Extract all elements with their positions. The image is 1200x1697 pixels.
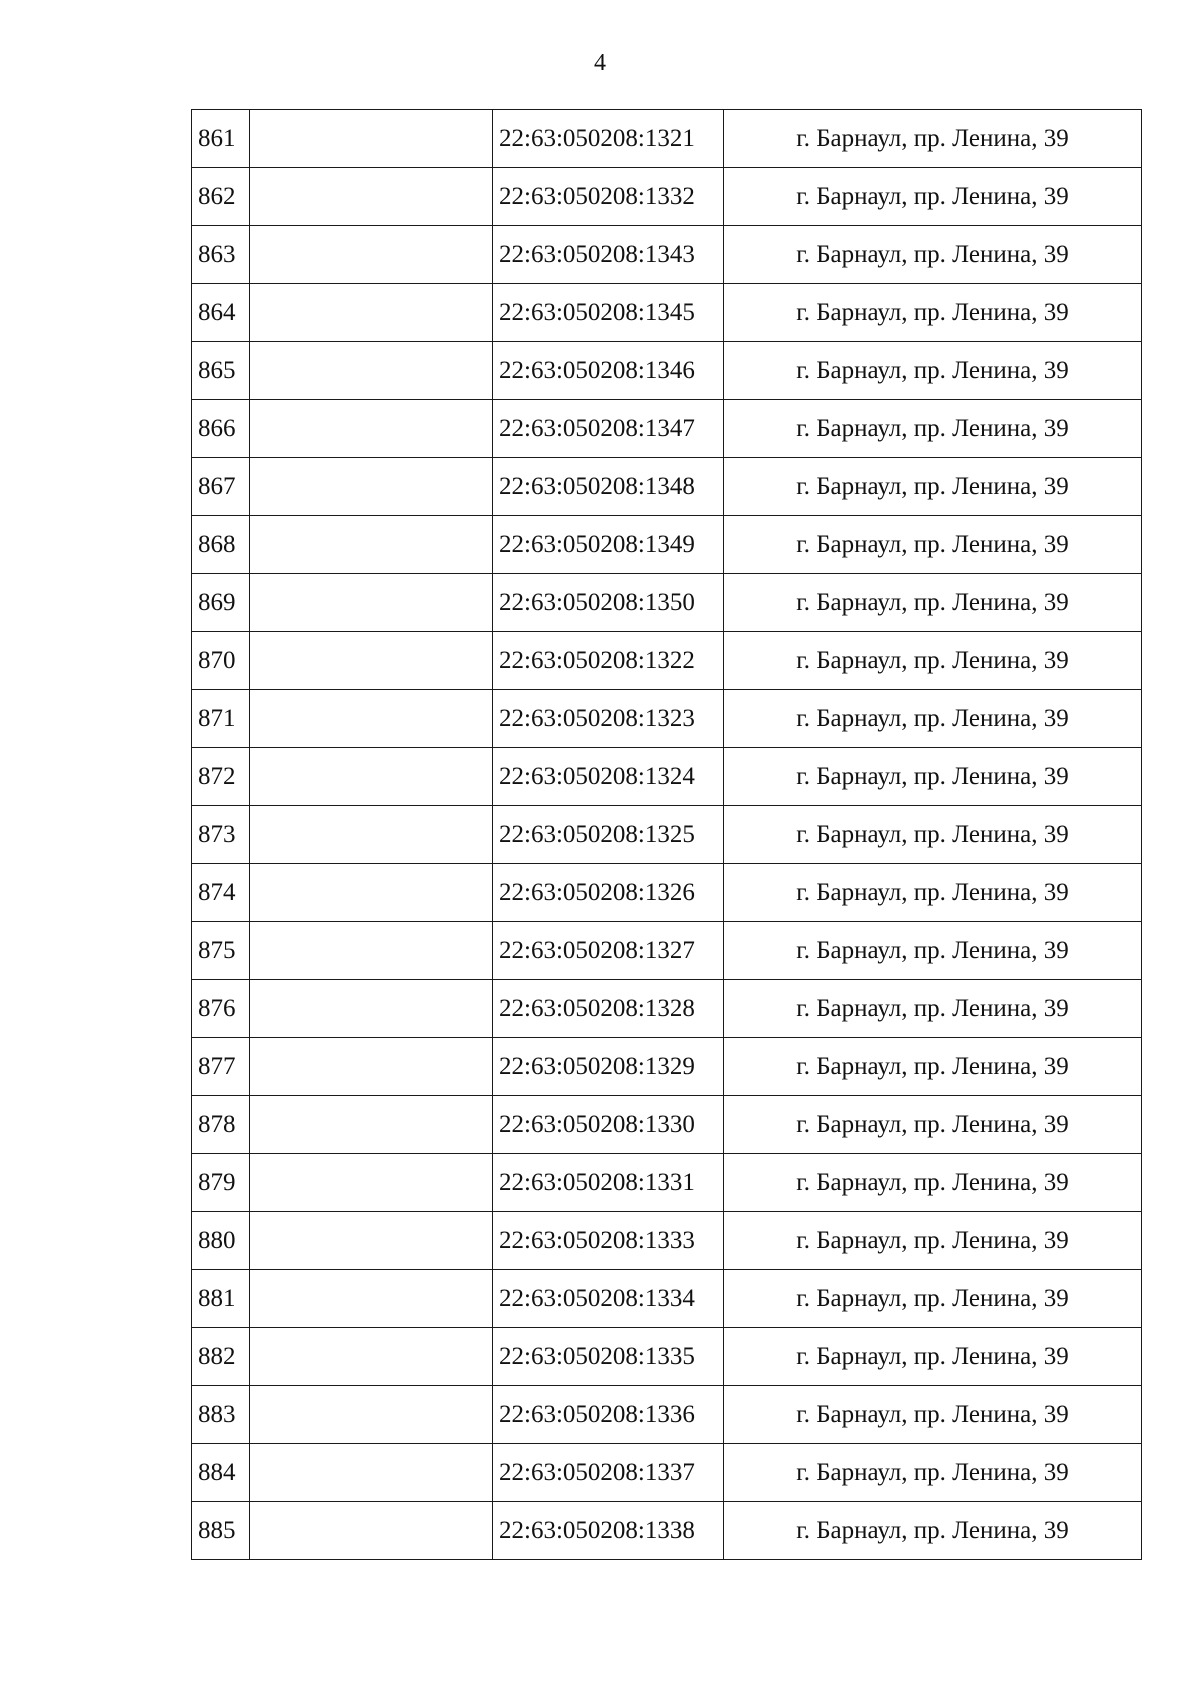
cadastral-number-cell: 22:63:050208:1346 — [493, 342, 724, 400]
object-name-cell — [250, 980, 493, 1038]
row-number-cell: 878 — [192, 1096, 250, 1154]
address-cell: г. Барнаул, пр. Ленина, 39 — [724, 864, 1142, 922]
registry-table-container — [191, 109, 1141, 1560]
object-name-cell — [250, 168, 493, 226]
address-cell: г. Барнаул, пр. Ленина, 39 — [724, 400, 1142, 458]
table-row — [192, 1328, 1142, 1386]
row-number-cell: 862 — [192, 168, 250, 226]
object-name-cell — [250, 1270, 493, 1328]
table-row — [192, 864, 1142, 922]
object-name-cell — [250, 458, 493, 516]
address-cell: г. Барнаул, пр. Ленина, 39 — [724, 1502, 1142, 1560]
cadastral-number-cell: 22:63:050208:1322 — [493, 632, 724, 690]
table-row — [192, 690, 1142, 748]
table-row — [192, 1154, 1142, 1212]
cadastral-number-cell: 22:63:050208:1349 — [493, 516, 724, 574]
cadastral-number-cell: 22:63:050208:1326 — [493, 864, 724, 922]
address-cell: г. Барнаул, пр. Ленина, 39 — [724, 1386, 1142, 1444]
address-cell: г. Барнаул, пр. Ленина, 39 — [724, 748, 1142, 806]
row-number-cell: 868 — [192, 516, 250, 574]
row-number-cell: 872 — [192, 748, 250, 806]
row-number-cell: 864 — [192, 284, 250, 342]
address-cell: г. Барнаул, пр. Ленина, 39 — [724, 574, 1142, 632]
address-cell: г. Барнаул, пр. Ленина, 39 — [724, 1212, 1142, 1270]
row-number-cell: 876 — [192, 980, 250, 1038]
address-cell: г. Барнаул, пр. Ленина, 39 — [724, 226, 1142, 284]
table-row — [192, 110, 1142, 168]
address-cell: г. Барнаул, пр. Ленина, 39 — [724, 1444, 1142, 1502]
object-name-cell — [250, 748, 493, 806]
object-name-cell — [250, 574, 493, 632]
table-row — [192, 458, 1142, 516]
table-row — [192, 1502, 1142, 1560]
cadastral-number-cell: 22:63:050208:1333 — [493, 1212, 724, 1270]
row-number-cell: 871 — [192, 690, 250, 748]
cadastral-number-cell: 22:63:050208:1350 — [493, 574, 724, 632]
row-number-cell: 875 — [192, 922, 250, 980]
cadastral-number-cell: 22:63:050208:1348 — [493, 458, 724, 516]
address-cell: г. Барнаул, пр. Ленина, 39 — [724, 806, 1142, 864]
row-number-cell: 879 — [192, 1154, 250, 1212]
row-number-cell: 865 — [192, 342, 250, 400]
object-name-cell — [250, 516, 493, 574]
row-number-cell: 882 — [192, 1328, 250, 1386]
cadastral-number-cell: 22:63:050208:1335 — [493, 1328, 724, 1386]
address-cell: г. Барнаул, пр. Ленина, 39 — [724, 516, 1142, 574]
address-cell: г. Барнаул, пр. Ленина, 39 — [724, 980, 1142, 1038]
row-number-cell: 867 — [192, 458, 250, 516]
cadastral-number-cell: 22:63:050208:1324 — [493, 748, 724, 806]
address-cell: г. Барнаул, пр. Ленина, 39 — [724, 168, 1142, 226]
row-number-cell: 870 — [192, 632, 250, 690]
page-number: 4 — [594, 50, 606, 76]
address-cell: г. Барнаул, пр. Ленина, 39 — [724, 284, 1142, 342]
cadastral-number-cell: 22:63:050208:1338 — [493, 1502, 724, 1560]
table-row — [192, 922, 1142, 980]
object-name-cell — [250, 110, 493, 168]
row-number-cell: 877 — [192, 1038, 250, 1096]
table-row — [192, 980, 1142, 1038]
row-number-cell: 883 — [192, 1386, 250, 1444]
cadastral-number-cell: 22:63:050208:1331 — [493, 1154, 724, 1212]
object-name-cell — [250, 226, 493, 284]
table-row — [192, 284, 1142, 342]
cadastral-number-cell: 22:63:050208:1332 — [493, 168, 724, 226]
address-cell: г. Барнаул, пр. Ленина, 39 — [724, 1270, 1142, 1328]
row-number-cell: 873 — [192, 806, 250, 864]
cadastral-number-cell: 22:63:050208:1334 — [493, 1270, 724, 1328]
object-name-cell — [250, 1444, 493, 1502]
table-row — [192, 1270, 1142, 1328]
cadastral-number-cell: 22:63:050208:1321 — [493, 110, 724, 168]
table-row — [192, 1038, 1142, 1096]
object-name-cell — [250, 400, 493, 458]
address-cell: г. Барнаул, пр. Ленина, 39 — [724, 342, 1142, 400]
cadastral-number-cell: 22:63:050208:1328 — [493, 980, 724, 1038]
registry-table — [191, 109, 1142, 1560]
object-name-cell — [250, 284, 493, 342]
cadastral-number-cell: 22:63:050208:1337 — [493, 1444, 724, 1502]
object-name-cell — [250, 864, 493, 922]
cadastral-number-cell: 22:63:050208:1345 — [493, 284, 724, 342]
table-row — [192, 1386, 1142, 1444]
cadastral-number-cell: 22:63:050208:1329 — [493, 1038, 724, 1096]
cadastral-number-cell: 22:63:050208:1330 — [493, 1096, 724, 1154]
object-name-cell — [250, 1328, 493, 1386]
object-name-cell — [250, 806, 493, 864]
address-cell: г. Барнаул, пр. Ленина, 39 — [724, 110, 1142, 168]
cadastral-number-cell: 22:63:050208:1336 — [493, 1386, 724, 1444]
row-number-cell: 884 — [192, 1444, 250, 1502]
table-row — [192, 748, 1142, 806]
object-name-cell — [250, 1038, 493, 1096]
address-cell: г. Барнаул, пр. Ленина, 39 — [724, 458, 1142, 516]
address-cell: г. Барнаул, пр. Ленина, 39 — [724, 690, 1142, 748]
row-number-cell: 881 — [192, 1270, 250, 1328]
table-row — [192, 1444, 1142, 1502]
cadastral-number-cell: 22:63:050208:1323 — [493, 690, 724, 748]
table-row — [192, 168, 1142, 226]
address-cell: г. Барнаул, пр. Ленина, 39 — [724, 632, 1142, 690]
address-cell: г. Барнаул, пр. Ленина, 39 — [724, 922, 1142, 980]
row-number-cell: 861 — [192, 110, 250, 168]
address-cell: г. Барнаул, пр. Ленина, 39 — [724, 1038, 1142, 1096]
table-row — [192, 806, 1142, 864]
table-row — [192, 342, 1142, 400]
row-number-cell: 880 — [192, 1212, 250, 1270]
row-number-cell: 866 — [192, 400, 250, 458]
object-name-cell — [250, 1502, 493, 1560]
object-name-cell — [250, 1386, 493, 1444]
table-row — [192, 400, 1142, 458]
address-cell: г. Барнаул, пр. Ленина, 39 — [724, 1096, 1142, 1154]
table-row — [192, 1212, 1142, 1270]
cadastral-number-cell: 22:63:050208:1325 — [493, 806, 724, 864]
cadastral-number-cell: 22:63:050208:1347 — [493, 400, 724, 458]
cadastral-number-cell: 22:63:050208:1327 — [493, 922, 724, 980]
registry-table-body — [192, 110, 1142, 1560]
table-row — [192, 1096, 1142, 1154]
address-cell: г. Барнаул, пр. Ленина, 39 — [724, 1154, 1142, 1212]
table-row — [192, 632, 1142, 690]
object-name-cell — [250, 342, 493, 400]
table-row — [192, 574, 1142, 632]
table-row — [192, 226, 1142, 284]
object-name-cell — [250, 690, 493, 748]
object-name-cell — [250, 1096, 493, 1154]
address-cell: г. Барнаул, пр. Ленина, 39 — [724, 1328, 1142, 1386]
table-row — [192, 516, 1142, 574]
object-name-cell — [250, 922, 493, 980]
object-name-cell — [250, 1212, 493, 1270]
row-number-cell: 885 — [192, 1502, 250, 1560]
object-name-cell — [250, 1154, 493, 1212]
object-name-cell — [250, 632, 493, 690]
row-number-cell: 874 — [192, 864, 250, 922]
row-number-cell: 869 — [192, 574, 250, 632]
cadastral-number-cell: 22:63:050208:1343 — [493, 226, 724, 284]
row-number-cell: 863 — [192, 226, 250, 284]
